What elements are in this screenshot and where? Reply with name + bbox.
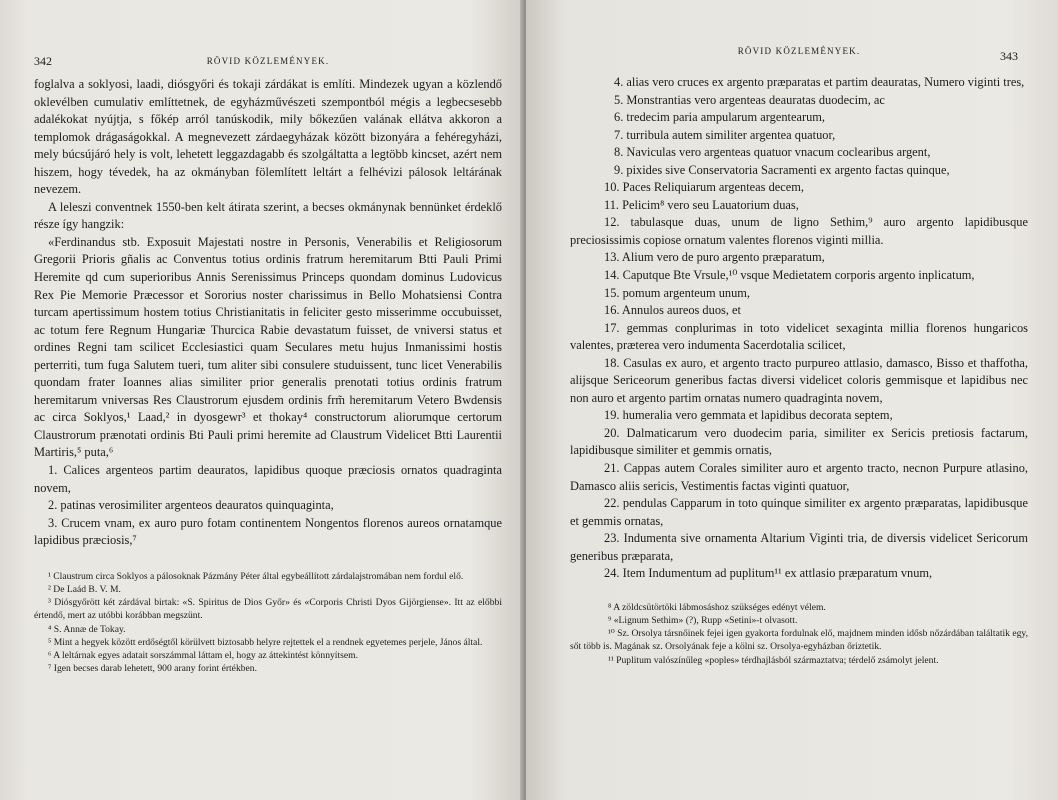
footnote-1: ¹ Claustrum circa Soklyos a pálosoknak Pázmány Péter által egybeállított zárdalajstromában nem fordul elő. <box>48 570 464 582</box>
footnote-10: ¹⁰ Sz. Orsolya társnőinek fejei igen gyakorta fordulnak elő, majdnem minden idősb nőzárdában találtatik egy, sőt több is. Magának sz. Orsolyának feje a kölni sz. Orsolya-egyházban őriztetik. <box>570 628 1028 653</box>
left-paragraph-1: foglalva a soklyosi, laadi, diósgyőri és tokaji zárdákat is említi. Mindezek ugyan a közlendő oklevélben cumulativ említtetnek, de egyházművészeti szempontból mégis a legbecsesebb adalékokat nyújtja, s főkép arról tanúskodik, mily bőkezűen valának ellátva akkoron a templomok drágaságokkal. A megnevezett zárdaegyházak között bizonyára a fehéregyházi, mely búcsújáró hely is volt, lehetett leggazdagabb és szolgáltatta a legtöbb kincset, azért nem hiszem, hogy tévedek, ha az okmányban fölemlített leltárt a felhévizi pálosok leltárának nevezem. <box>34 77 502 197</box>
right-page-number: 343 <box>1000 49 1018 63</box>
left-footnotes <box>34 570 502 676</box>
left-item-2: 2. patinas verosimiliter argenteos deauratos quinquaginta, <box>48 498 334 513</box>
right-item-4: 4. alias vero cruces ex argento præparatas et partim deauratas, Numero viginti tres, <box>614 75 1025 89</box>
right-item-24: 24. Item Indumentum ad puplitum¹¹ ex attlasio præparatum vnum, <box>604 566 933 581</box>
right-page <box>526 0 1058 800</box>
footnote-8: ⁸ A zöldcsütörtöki lábmosáshoz szükséges edényt vélem. <box>608 601 826 613</box>
right-body-text <box>570 74 1028 583</box>
footnote-3: ³ Diósgyőrött két zárdával birtak: «S. Spiritus de Dios Győr» és «Corporis Christi Dyos Gijörgiense». Itt az előbbi értendő, mert az utóbbi korábban megszünt. <box>34 597 502 622</box>
left-page-number: 342 <box>34 54 52 68</box>
right-item-17: 17. gemmas conplurimas in toto videlicet sexaginta millia florenos hungaricos valentes, præterea vero indumenta Sacerdotalia scilicet, <box>570 320 1028 353</box>
right-item-10: 10. Paces Reliquiarum argenteas decem, <box>604 180 805 195</box>
left-paragraph-3: «Ferdinandus stb. Exposuit Majestati nostre in Personis, Venerabilis et Religiosorum Gregorii Prioris gñalis ac Conventus totius ordinis fratrum heremitarum Btti Pauli Primi Heremite qd cum superioribus Annis Serenissimus Princeps quondam dominus Ludovicus Rex Pie Memorie Præcessor et Sororius noster charissimus in Bello Mohatsiensi Contra turcam apertissimum hostem totius Christianitatis in feliciter gesto misserimme occubuisset, ac totum fere Regnum Hungariæ Thurcica Rabie devastatum fuisset, de vniversi status et ordines Regni tam scilicet Ecclesiastici quam Seculares metu hujus Inmanissimi hostis perterriti, tum fuga Salutem tueri, tum aliter sibi consulere studuissent, tunc licet Venerabilis quondam frater Ioannes alias similiter prior generalis prenotati totius ordinis fratrum heremitarum vniversas Res Claustrorum ejusdem ordinis frm̃ heremitarum Vetero Bwdensis ac circa Soklyos,¹ Laad,² in dyosgewr³ et thokay⁴ constructorum aliorumque certorum Claustrorum prænotati ordinis Bti Pauli primi heremite ad Claustrum Videlicet Btti Laurentii Martiris,⁵ puta,⁶ <box>34 234 502 460</box>
left-page <box>0 0 524 800</box>
right-item-19: 19. humeralia vero gemmata et lapidibus decorata septem, <box>604 408 893 423</box>
left-running-head <box>34 46 502 66</box>
right-footnotes <box>570 601 1028 667</box>
right-running-head <box>570 46 1028 66</box>
footnote-7: ⁷ Igen becses darab lehetett, 900 arany forint értékben. <box>48 663 257 675</box>
right-item-9: 9. pixides sive Conservatoria Sacramenti ex argento factas quinque, <box>614 162 950 177</box>
footnote-11: ¹¹ Puplitum valószínűleg «poples» térdhajlásból származtatva; térdelő zsámolyt jelent. <box>608 654 939 666</box>
left-paragraph-2: A leleszi conventnek 1550-ben kelt átirata szerint, a becses okmánynak bennünket érdeklő része így hangzik: <box>34 199 502 232</box>
footnote-4: ⁴ S. Annæ de Tokay. <box>48 623 126 635</box>
left-running-title: RÖVID KÖZLEMÉNYEK. <box>206 56 330 66</box>
right-item-18: 18. Casulas ex auro, et argento tracto purpureo attlasio, damasco, Bisso et thaffotha, alijsque Sericeorum generibus factas diversi videlicet coloris gemmisque et lapidibus nec non auro et argento partim ornatas numero quadraginta novem, <box>570 355 1028 405</box>
right-item-16: 16. Annulos aureos duos, et <box>604 303 741 318</box>
right-item-23: 23. Indumenta sive ornamenta Altarium Viginti tria, de diversis videlicet Sericorum generibus præparata, <box>570 531 1028 563</box>
left-body-text <box>34 76 502 550</box>
right-running-title: RÖVID KÖZLEMÉNYEK. <box>737 46 861 56</box>
right-item-7: 7. turribula autem similiter argentea quatuor, <box>614 127 836 142</box>
footnote-5: ⁵ Mint a hegyek között erdőségtől körülvett biztosabb helyre rejtettek el a rendnek egyetemes perjele, János által. <box>48 636 483 648</box>
right-item-6: 6. tredecim paria ampularum argentearum, <box>614 110 826 125</box>
left-item-1: 1. Calices argenteos partim deauratos, lapidibus quoque præciosis ornatos quadraginta novem, <box>34 463 502 495</box>
footnote-6: ⁶ A leltárnak egyes adatait sorszámmal láttam el, hogy az áttekintést könnyítsem. <box>48 649 358 661</box>
right-item-22: 22. pendulas Capparum in toto quinque similiter ex argento præparatas, lapidibusque et gemmis ornatas, <box>570 496 1028 528</box>
right-item-11: 11. Pelicim⁸ vero seu Lauatorium duas, <box>604 197 799 212</box>
footnote-2: ² De Laád B. V. M. <box>48 583 121 595</box>
right-item-13: 13. Alium vero de puro argento præparatum, <box>604 250 825 265</box>
right-item-12: 12. tabulasque duas, unum de ligno Sethim,⁹ auro argento lapidibusque preciosissimis copiose ornatum valentes florenos viginti millia. <box>570 215 1028 247</box>
right-item-20: 20. Dalmaticarum vero duodecim paria, similiter ex Sericis pretiosis factarum, lapidibusque similiter et gemmis ornatis, <box>570 425 1028 458</box>
left-item-3: 3. Crucem vnam, ex auro puro fotam continentem Nongentos florenos aureos ornatamque lapidibus præciosis,⁷ <box>34 515 502 548</box>
right-item-8: 8. Naviculas vero argenteas quatuor vnacum coclearibus argent, <box>614 145 931 160</box>
right-item-15: 15. pomum argenteum unum, <box>604 285 751 300</box>
right-item-14: 14. Caputque Bte Vrsule,¹⁰ vsque Medietatem corporis argento inplicatum, <box>604 268 975 283</box>
right-item-5: 5. Monstrantias vero argenteas deauratas duodecim, ac <box>614 92 885 107</box>
right-item-21: 21. Cappas autem Corales similiter auro et argento tracto, necnon Purpure atlasino, Damasco aliis sericis, Vestimentis factas viginti quatuor, <box>570 461 1028 493</box>
footnote-9: ⁹ «Lignum Sethim» (?), Rupp «Setini»-t olvasott. <box>608 615 798 627</box>
